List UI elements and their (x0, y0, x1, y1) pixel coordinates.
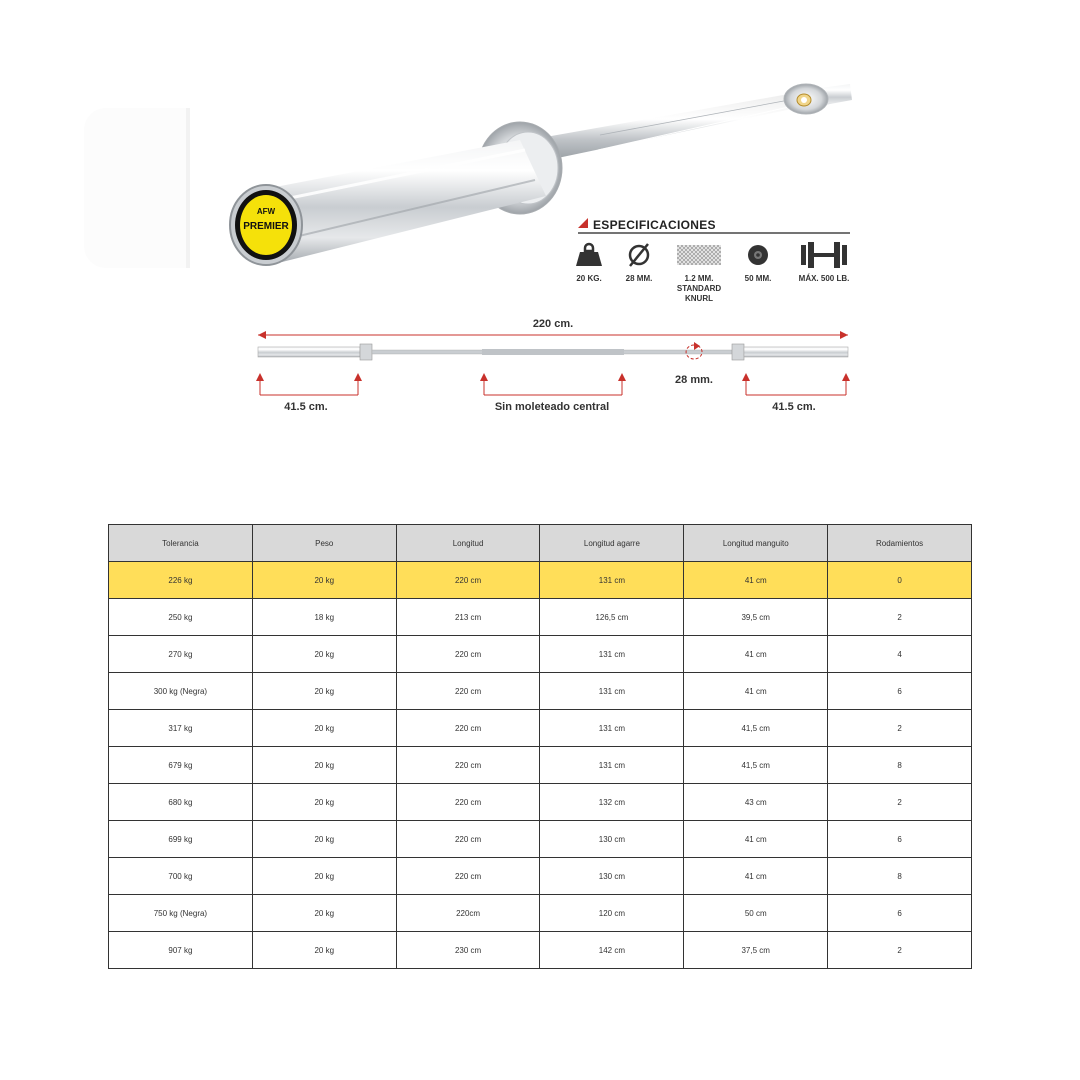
cell-tolerancia: 317 kg (109, 710, 253, 747)
column-header-rodamientos: Rodamientos (828, 525, 972, 562)
cell-peso: 20 kg (252, 932, 396, 969)
cell-longitud: 220cm (396, 895, 540, 932)
cell-peso: 20 kg (252, 784, 396, 821)
table-row (109, 747, 972, 784)
table-row (109, 599, 972, 636)
cell-rodamientos: 2 (828, 932, 972, 969)
cell-peso: 20 kg (252, 821, 396, 858)
knurl-pattern-icon (677, 245, 721, 265)
table-row (109, 562, 972, 599)
cell-longitud-agarre: 130 cm (540, 821, 684, 858)
cell-rodamientos: 8 (828, 858, 972, 895)
left-sleeve (270, 140, 546, 262)
table-row (109, 784, 972, 821)
spec-weight-label: 20 KG. (576, 274, 602, 283)
cell-longitud-manguito: 41 cm (684, 673, 828, 710)
cell-tolerancia: 679 kg (109, 747, 253, 784)
badge-brand: AFW (256, 207, 276, 216)
table-row (109, 636, 972, 673)
cell-tolerancia: 907 kg (109, 932, 253, 969)
cell-peso: 20 kg (252, 636, 396, 673)
cell-longitud: 220 cm (396, 710, 540, 747)
table-row (109, 932, 972, 969)
table-row (109, 710, 972, 747)
column-header-tolerancia: Tolerancia (109, 525, 253, 562)
cell-rodamientos: 6 (828, 821, 972, 858)
cell-longitud-agarre: 131 cm (540, 710, 684, 747)
sleeve-end-icon (748, 245, 768, 265)
cell-longitud-manguito: 39,5 cm (684, 599, 828, 636)
barbell-comparison-table (108, 524, 972, 969)
cell-peso: 20 kg (252, 895, 396, 932)
cell-longitud: 220 cm (396, 562, 540, 599)
cell-peso: 20 kg (252, 673, 396, 710)
cell-tolerancia: 750 kg (Negra) (109, 895, 253, 932)
table-row (109, 821, 972, 858)
cell-rodamientos: 2 (828, 784, 972, 821)
table-row (109, 673, 972, 710)
cell-longitud-manguito: 41 cm (684, 821, 828, 858)
cell-peso: 20 kg (252, 747, 396, 784)
cell-longitud-agarre: 131 cm (540, 636, 684, 673)
cell-tolerancia: 699 kg (109, 821, 253, 858)
table-row (109, 895, 972, 932)
cell-rodamientos: 6 (828, 895, 972, 932)
cell-longitud-manguito: 41 cm (684, 636, 828, 673)
cell-tolerancia: 250 kg (109, 599, 253, 636)
cell-longitud: 213 cm (396, 599, 540, 636)
spec-diameter-label: 28 MM. (625, 274, 653, 283)
center-knurl-label: Sin moleteado central (494, 401, 610, 413)
cell-peso: 20 kg (252, 710, 396, 747)
cell-longitud-agarre: 131 cm (540, 673, 684, 710)
cell-longitud-manguito: 43 cm (684, 784, 828, 821)
right-sleeve-length-label: 41.5 cm. (772, 401, 816, 413)
table-row (109, 858, 972, 895)
cell-longitud-agarre: 120 cm (540, 895, 684, 932)
cell-longitud: 220 cm (396, 747, 540, 784)
badge-model: PREMIER (243, 221, 289, 232)
cell-longitud-agarre: 130 cm (540, 858, 684, 895)
dimension-diagram (256, 331, 850, 395)
cell-longitud-manguito: 50 cm (684, 895, 828, 932)
cell-rodamientos: 8 (828, 747, 972, 784)
kettlebell-weight-icon (576, 244, 602, 266)
left-sleeve-length-label: 41.5 cm. (284, 401, 328, 413)
spec-max-load-label: MÁX. 500 LB. (798, 274, 850, 283)
cell-peso: 20 kg (252, 562, 396, 599)
column-header-peso: Peso (252, 525, 396, 562)
cell-longitud: 220 cm (396, 673, 540, 710)
cell-longitud-manguito: 37,5 cm (684, 932, 828, 969)
cell-tolerancia: 680 kg (109, 784, 253, 821)
spec-sleeve-label: 50 MM. (744, 274, 772, 283)
cell-rodamientos: 6 (828, 673, 972, 710)
cell-tolerancia: 700 kg (109, 858, 253, 895)
column-header-longitud-manguito: Longitud manguito (684, 525, 828, 562)
specs-accent-triangle (578, 218, 588, 228)
diameter-icon (630, 244, 648, 266)
cell-longitud: 220 cm (396, 636, 540, 673)
cell-tolerancia: 226 kg (109, 562, 253, 599)
cell-peso: 18 kg (252, 599, 396, 636)
cell-longitud: 220 cm (396, 784, 540, 821)
column-header-longitud: Longitud (396, 525, 540, 562)
right-sleeve (784, 84, 852, 114)
cell-longitud: 230 cm (396, 932, 540, 969)
cell-tolerancia: 300 kg (Negra) (109, 673, 253, 710)
cell-longitud-agarre: 132 cm (540, 784, 684, 821)
spec-knurl-label: 1.2 MM. STANDARD KNURL (676, 274, 722, 303)
cell-tolerancia: 270 kg (109, 636, 253, 673)
cell-rodamientos: 4 (828, 636, 972, 673)
barbell-shaft (540, 92, 806, 160)
cell-longitud-manguito: 41,5 cm (684, 710, 828, 747)
dumbbell-icon (801, 242, 847, 268)
end-cap-badge (230, 185, 302, 265)
cell-peso: 20 kg (252, 858, 396, 895)
cell-longitud-manguito: 41,5 cm (684, 747, 828, 784)
cell-longitud-manguito: 41 cm (684, 562, 828, 599)
barbell-product-image (0, 0, 1080, 440)
table-header-row (109, 525, 972, 562)
cell-longitud-manguito: 41 cm (684, 858, 828, 895)
total-length-label: 220 cm. (532, 318, 574, 330)
cell-longitud-agarre: 131 cm (540, 747, 684, 784)
cell-longitud-agarre: 126,5 cm (540, 599, 684, 636)
cell-rodamientos: 2 (828, 710, 972, 747)
cell-rodamientos: 0 (828, 562, 972, 599)
cell-longitud-agarre: 142 cm (540, 932, 684, 969)
cell-longitud-agarre: 131 cm (540, 562, 684, 599)
cell-longitud: 220 cm (396, 821, 540, 858)
column-header-longitud-agarre: Longitud agarre (540, 525, 684, 562)
cell-rodamientos: 2 (828, 599, 972, 636)
specs-title: ESPECIFICACIONES (593, 218, 716, 232)
diameter-label: 28 mm. (675, 374, 713, 386)
cell-longitud: 220 cm (396, 858, 540, 895)
